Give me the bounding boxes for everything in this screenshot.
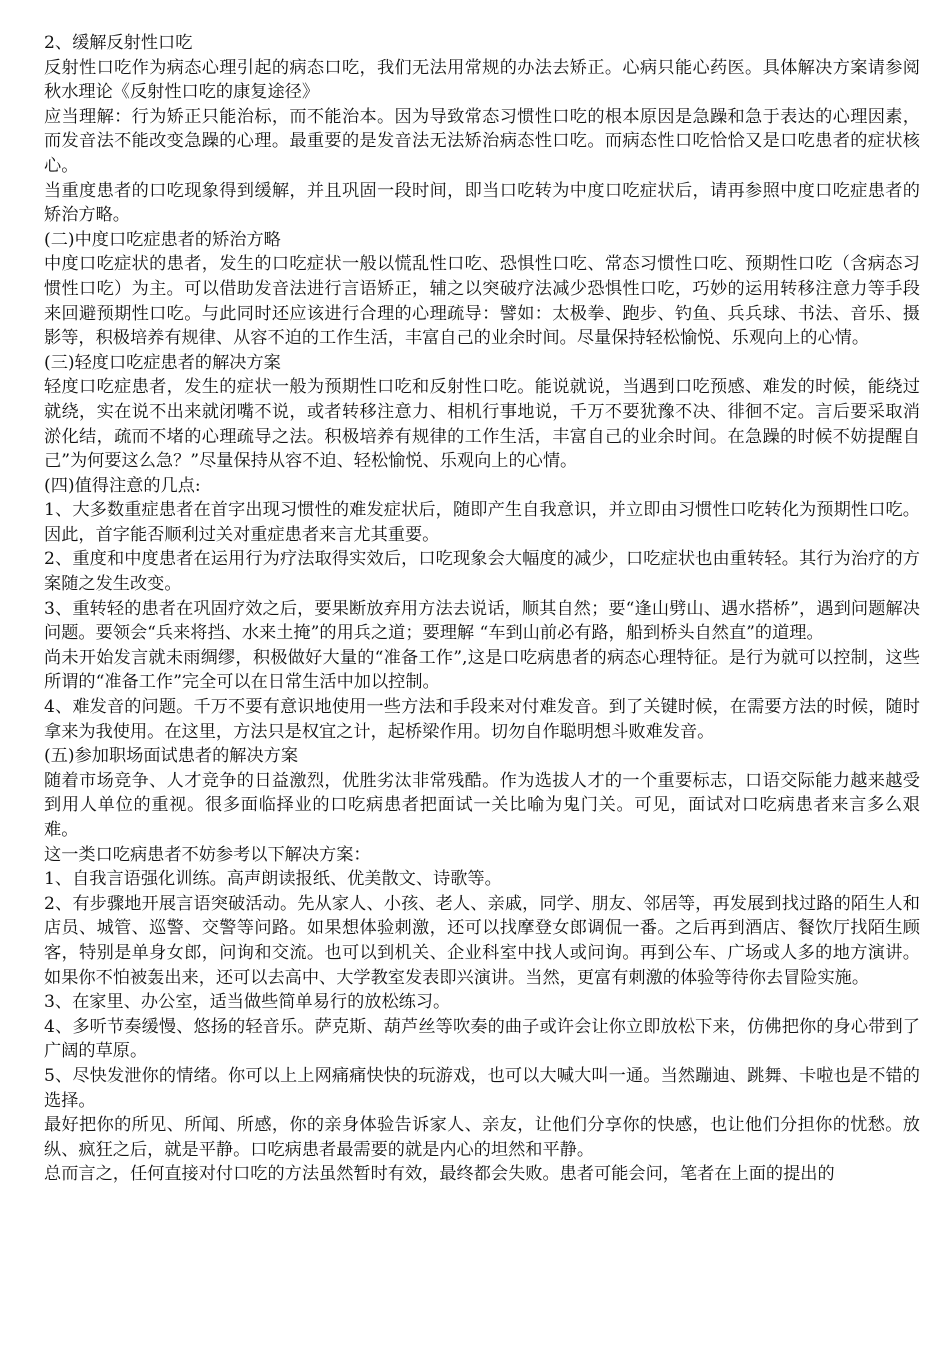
- list-item: 3、在家里、办公室，适当做些简单易行的放松练习。: [44, 992, 451, 1013]
- list-item: 2、重度和中度患者在运用行为疗法取得实效后，口吃现象会大幅度的减少，口吃症状也由重转轻。其行为治疗的方案随之发生改变。: [44, 549, 920, 595]
- list-item: 5、尽快发泄你的情绪。你可以上上网痛痛快快的玩游戏，也可以大喊大叫一通。当然蹦迪、跳舞、卡啦也是不错的选择。: [44, 1065, 920, 1111]
- list-item: 4、多听节奏缓慢、悠扬的轻音乐。萨克斯、葫芦丝等吹奏的曲子或许会让你立即放松下来，仿佛把你的身心带到了广阔的草原。: [44, 1016, 920, 1062]
- paragraph: 最好把你的所见、所闻、所感，你的亲身体验告诉家人、亲友，让他们分享你的快感，也让他们分担你的忧愁。放纵、疯狂之后，就是平静。口吃病患者最需要的就是内心的坦然和平静。: [44, 1115, 920, 1160]
- section-heading: (三)轻度口吃症患者的解决方案: [44, 352, 281, 373]
- list-item: 4、难发音的问题。千万不要有意识地使用一些方法和手段来对付难发音。到了关键时候，在需要方法的时候，随时拿来为我使用。在这里，方法只是权宜之计，起桥梁作用。切勿自作聪明想斗败难发音。: [44, 697, 920, 742]
- paragraph: 总而言之，任何直接对付口吃的方法虽然暂时有效，最终都会失败。患者可能会问，笔者在上面的提出的: [44, 1164, 835, 1185]
- paragraph: 轻度口吃症患者，发生的症状一般为预期性口吃和反射性口吃。能说就说，当遇到口吃预感、难发的时候，能绕过就绕，实在说不出来就闭嘴不说，或者转移注意力、相机行事地说，千万不要犹豫不决、徘徊不定。言后要采取消淤化结，疏而不堵的心理疏导之法。积极培养有规律的工作生活，丰富自己的业余时间。在急躁的时候不妨提醒自己”为何要这么急？”尽量保持从容不迫、轻松愉悦、乐观向上的心情。: [44, 377, 920, 472]
- section-heading: 2、缓解反射性口吃: [44, 33, 193, 53]
- paragraph: 反射性口吃作为病态心理引起的病态口吃，我们无法用常规的办法去矫正。心病只能心药医。具体解决方案请参阅秋水理论《反射性口吃的康复途径》: [44, 57, 920, 103]
- list-item: 2、有步骤地开展言语突破活动。先从家人、小孩、老人、亲戚，同学、朋友、邻居等，再发展到找过路的陌生人和店员、城管、巡警、交警等问路。如果想体验刺激，还可以找摩登女郎调侃一番。之后再到酒店、餐饮厅找陌生顾客，特别是单身女郎，问询和交流。也可以到机关、企业科室中找人或问询。再到公车、广场或人多的地方演讲。如果你不怕被轰出来，还可以去高中、大学教室发表即兴演讲。当然，更富有刺激的体验等待你去冒险实施。: [44, 893, 920, 988]
- paragraph: 随着市场竞争、人才竞争的日益激烈，优胜劣汰非常残酷。作为选拔人才的一个重要标志，口语交际能力越来越受到用人单位的重视。很多面临择业的口吃病患者把面试一关比喻为鬼门关。可见，面试对口吃病患者来言多么艰难。: [44, 770, 920, 840]
- list-item: 1、自我言语强化训练。高声朗读报纸、优美散文、诗歌等。: [44, 869, 502, 890]
- section-heading: (四)值得注意的几点:: [44, 475, 201, 496]
- paragraph: 中度口吃症状的患者，发生的口吃症状一般以慌乱性口吃、恐惧性口吃、常态习惯性口吃、预期性口吃（含病态习惯性口吃）为主。可以借助发音法进行言语矫正，辅之以突破疗法减少恐惧性口吃，巧妙的运用转移注意力等手段来回避预期性口吃。与此同时还应该进行合理的心理疏导：譬如：太极拳、跑步、钓鱼、兵兵球、书法、音乐、摄影等，积极培养有规律、从容不迫的工作生活，丰富自己的业余时间。尽量保持轻松愉悦、乐观向上的心情。: [44, 254, 920, 349]
- list-item: 3、重转轻的患者在巩固疗效之后，要果断放弃用方法去说话，顺其自然；要“逢山劈山、遇水搭桥”，遇到问题解决问题。要领会“兵来将挡、水来土掩”的用兵之道；要理解 “车到山前必有路，船到桥头自然直”的道理。: [44, 598, 920, 644]
- list-item: 1、大多数重症患者在首字出现习惯性的难发症状后，随即产生自我意识，并立即由习惯性口吃转化为预期性口吃。因此，首字能否顺利过关对重症患者来言尤其重要。: [44, 500, 920, 545]
- section-heading: (五)参加职场面试患者的解决方案: [44, 746, 299, 767]
- paragraph: 这一类口吃病患者不妨参考以下解决方案：: [44, 844, 371, 865]
- document-body: [44, 31, 920, 1187]
- paragraph: 当重度患者的口吃现象得到缓解，并且巩固一段时间，即当口吃转为中度口吃症状后，请再参照中度口吃症患者的矫治方略。: [44, 180, 920, 226]
- section-heading: (二)中度口吃症患者的矫治方略: [44, 229, 281, 250]
- paragraph: 应当理解：行为矫正只能治标，而不能治本。因为导致常态习惯性口吃的根本原因是急躁和急于表达的心理因素，而发音法不能改变急躁的心理。最重要的是发音法无法矫治病态性口吃。而病态性口吃恰恰又是口吃患者的症状核心。: [44, 106, 920, 176]
- paragraph: 尚未开始发言就未雨绸缪，积极做好大量的“准备工作”,这是口吃病患者的病态心理特征。是行为就可以控制，这些所谓的“准备工作”完全可以在日常生活中加以控制。: [44, 647, 920, 693]
